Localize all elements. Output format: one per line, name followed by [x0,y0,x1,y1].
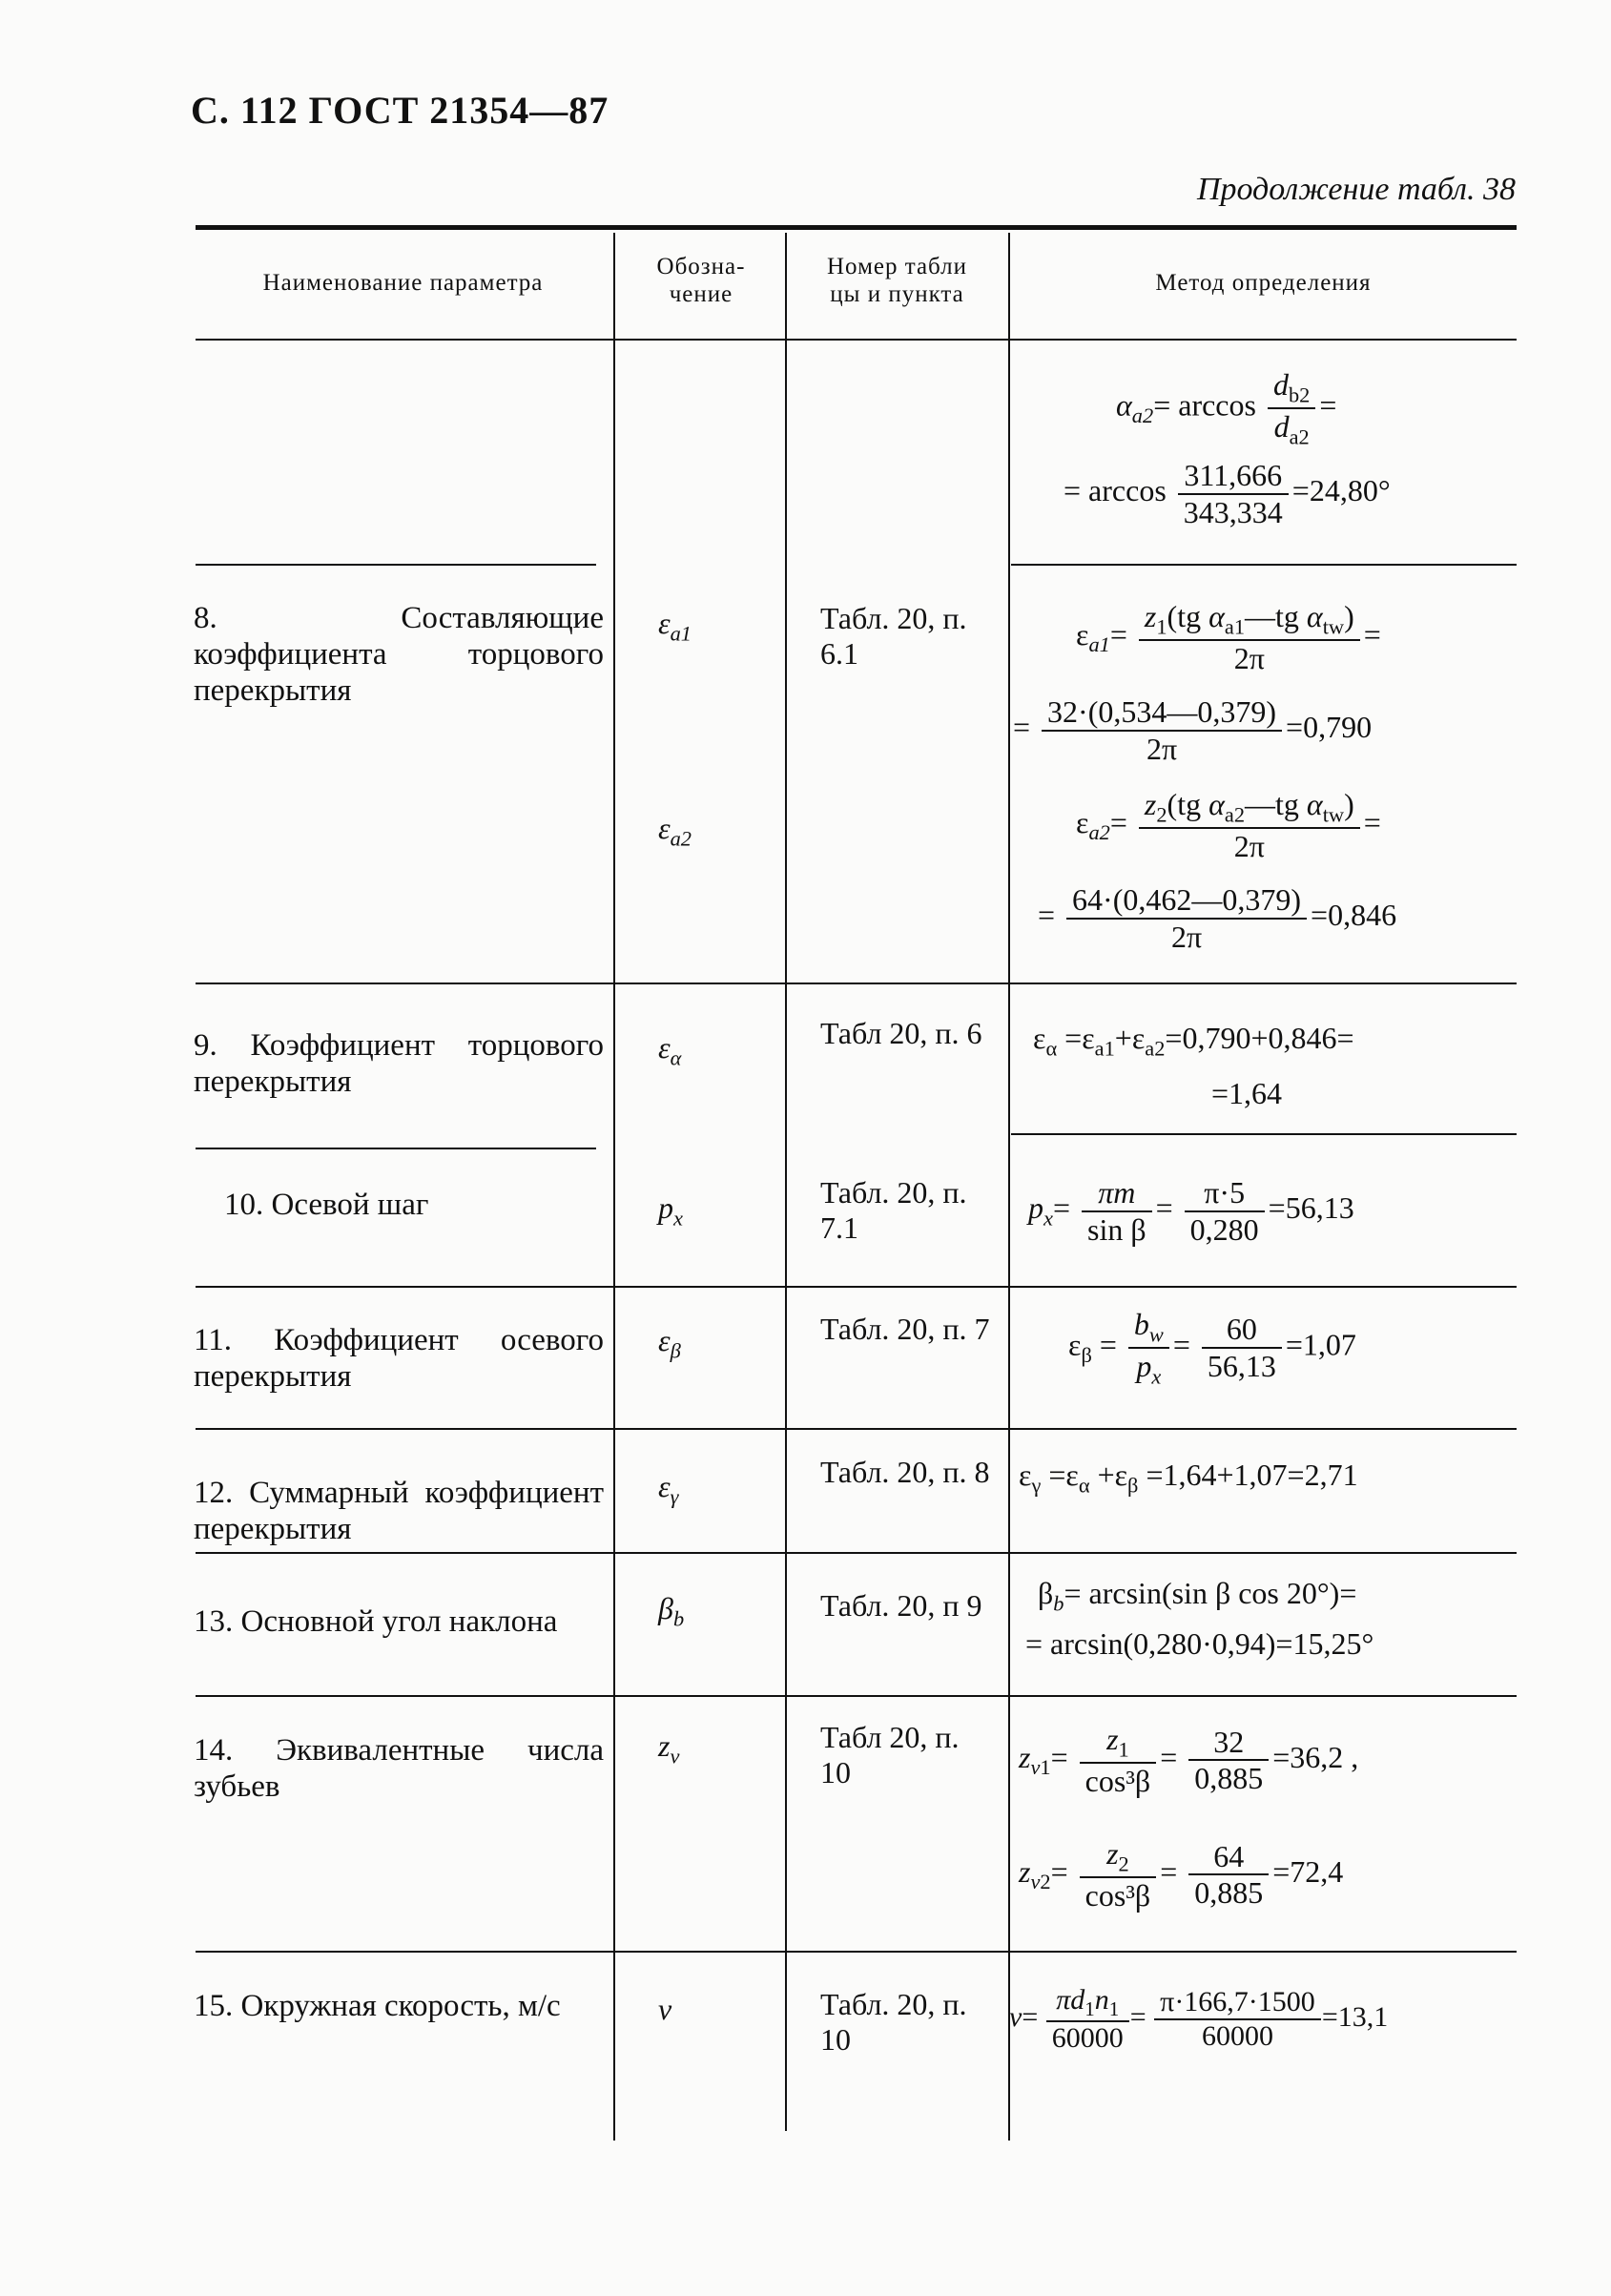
formula-eps-gamma: $\varepsilon_\gamma =\varepsilon_\alpha +\varepsilon_\beta =1,64+1,07=2,71$ [1019,1458,1358,1498]
param-name: 13. Основной угол наклона [194,1604,558,1639]
table-reference: Табл. 20, п. 8 [820,1455,990,1489]
formula-zv1: $z_{v1}=$ $\frac{z_1}{\text{cos³β}}$ = $\frac{32}{0,885}$ =36,2 , [1019,1722,1359,1799]
formula-zv2: $z_{v2}=$ $\frac{z_2}{\text{cos³β}}$ = $\frac{64}{0,885}$ =72,4 [1019,1836,1344,1913]
param-symbol: $p_x$ [658,1190,683,1231]
formula-alpha-a2-value: = arccos $\frac{311,666}{343,334}$ =24,80° [1064,458,1391,529]
param-name: 10. Осевой шаг [224,1188,429,1222]
param-name: 12. Суммарный коэффициент перекрытия [194,1476,604,1546]
row-rule [196,1286,1517,1288]
formula-eps-a2: $\varepsilon_{a2}=$ $z_2(tg$ $\alpha_{a2}—tg$ $\alpha_{tw}$) 2π = [1076,787,1381,864]
table-continuation: Продолжение табл. 38 [1196,172,1516,207]
param-symbol: $z_v$ [658,1728,680,1769]
col-divider [613,233,615,2141]
param-name: 9. Коэффициент торцового перекрытия [194,1028,604,1099]
formula-eps-alpha-result: =1,64 [1211,1076,1283,1110]
formula-eps-alpha: $\varepsilon_\alpha =\varepsilon_{a1}+\varepsilon_{a2}=0,790+0,846=$ [1033,1021,1354,1061]
row-rule [1011,1133,1517,1135]
formula-eps-a1: $\varepsilon_{a1}=$ $z_1(tg$ $\alpha_{a1}—tg$ $\alpha_{tw}$) 2π = [1076,599,1381,676]
row-rule [196,1695,1517,1697]
param-symbol: $\varepsilon_\alpha$ [658,1030,682,1070]
col-header-symbol: Обозна- чение [656,254,746,307]
col-divider [785,233,787,2131]
formula-eps-a1-value: = $\frac{32\cdot(0,534—0,379)}{2\pi}$ =0,790 [1013,694,1373,766]
row-rule [196,1552,1517,1554]
table-reference: Табл. 20, п. 7.1 [820,1175,967,1245]
formula-v: v= $\frac{\pi d_1n_1}{60000}$ = $\frac{\pi\cdot 166,7\cdot 1500}{60000}$ =13,1 [1009,1984,1389,2055]
row-rule [196,1148,596,1149]
table-reference: Табл 20, п. 10 [820,1720,960,1789]
param-symbol: $\varepsilon_\beta$ [658,1323,681,1363]
table-reference: Табл. 20, п. 7 [820,1312,990,1346]
param-name: 8. Составляющие коэффициента торцового перекрытия [194,601,604,708]
param-symbol: $\varepsilon_{a2}$ [658,811,692,851]
row-rule [196,1428,1517,1430]
row-rule [196,564,596,566]
formula-eps-beta: $\varepsilon_\beta$ = $\frac{b_w}{p_x}$ = $\frac{60}{56,13}$ =1,07 [1068,1307,1356,1389]
param-symbol: $\beta_b$ [658,1591,685,1631]
param-symbol: $\varepsilon_{a1}$ [658,606,692,646]
param-name: 14. Эквивалентные числа зубьев [194,1733,604,1804]
table-reference: Табл. 20, п. 6.1 [820,601,967,671]
row-rule [1011,564,1517,566]
param-name: 11. Коэффициент осевого перекрытия [194,1323,604,1394]
col-header-method: Метод определения [1155,270,1372,296]
param-symbol: v [658,1992,672,2026]
formula-px: $p_x=$ $\frac{\pi m}{\text{sin β}}$ = $\frac{\pi\cdot 5}{0,280}$ =56,13 [1028,1175,1354,1247]
table-reference: Табл. 20, п 9 [820,1588,982,1623]
row-rule [196,1951,1517,1953]
formula-alpha-a2: $\alpha_{a2}= \arccos$ $\frac{d_{b2}}{d_{a2}}$ = [1116,367,1337,449]
col-divider [1008,233,1010,2141]
table-reference: Табл. 20, п. 10 [820,1987,967,2057]
param-symbol: $\varepsilon_\gamma$ [658,1469,679,1509]
param-name: 15. Окружная скорость, м/с [194,1989,561,2023]
col-header-name: Наименование параметра [262,270,544,296]
page-header: С. 112 ГОСТ 21354—87 [191,89,609,132]
header-bottom-rule [196,339,1517,341]
table-reference: Табл 20, п. 6 [820,1016,982,1050]
formula-eps-a2-value: = $\frac{64\cdot(0,462—0,379)}{2\pi}$ =0,846 [1038,882,1397,954]
table-top-rule [196,225,1517,230]
formula-beta-b-value: = arcsin(0,280·0,94)=15,25° [1025,1626,1374,1661]
formula-beta-b: $\beta_b= \arcsin(\sin$ β cos 20°)= [1038,1576,1357,1616]
col-header-ref: Номер табли цы и пункта [826,254,968,307]
row-rule [196,983,1517,984]
